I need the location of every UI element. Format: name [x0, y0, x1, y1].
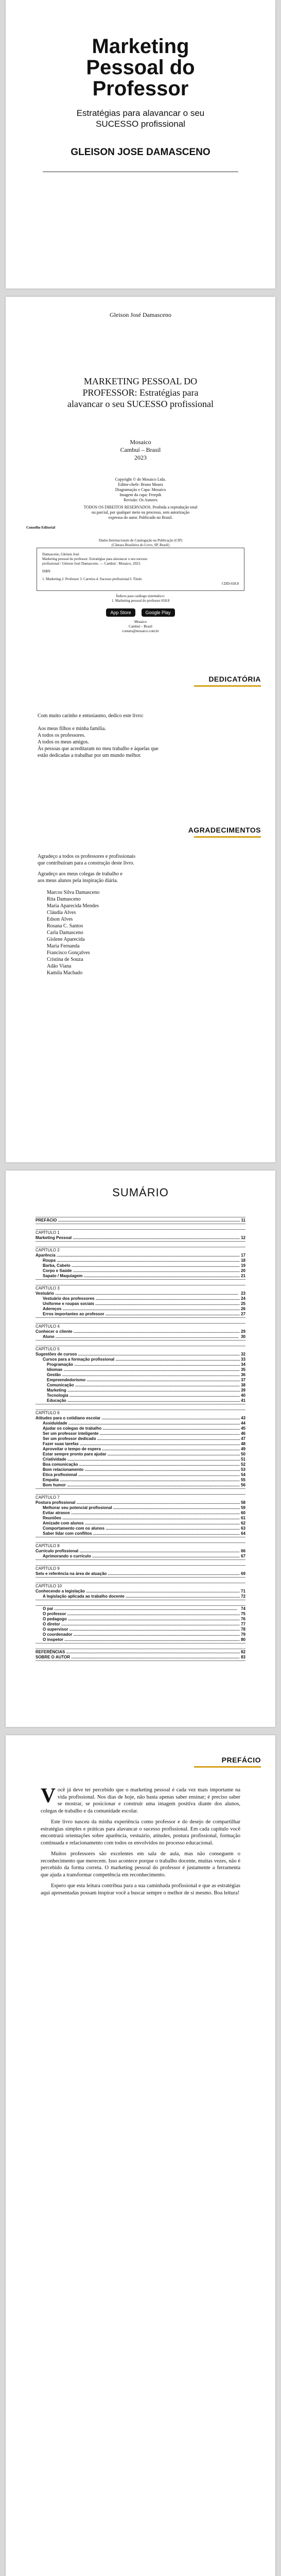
- toc-entry-title: Ser um professor dedicado .....: [43, 1436, 240, 1442]
- summary-page: [6, 1171, 275, 1727]
- toc-entry-page: 12: [241, 1235, 245, 1240]
- toc-entry[interactable]: [36, 1329, 245, 1334]
- credit-line: Imagem da capa: Freepik: [119, 493, 162, 497]
- toc-entry-title: Aparência .....: [36, 1253, 240, 1258]
- toc-entry[interactable]: [36, 1416, 245, 1421]
- toc-entry[interactable]: [36, 1218, 245, 1223]
- toc-entry-title: Tecnologia .....: [47, 1393, 240, 1398]
- toc-entry-page: 20: [241, 1268, 245, 1273]
- toc-entry-title: O inspetor .....: [43, 1637, 240, 1642]
- toc-entry-title: Aproveitar o tempo de espera .....: [43, 1447, 240, 1452]
- publisher-name: Mosaico: [130, 438, 151, 446]
- dedicatoria-line: estão dedicadas a trabalhar por um mundo melhor.: [38, 753, 142, 758]
- cip-header-line: Dados Internacionais de Catalogação na Publicação (CIP): [98, 538, 183, 543]
- toc-entry[interactable]: [36, 1511, 245, 1516]
- toc-entry-page: 83: [241, 1655, 245, 1659]
- toc-entry-page: 23: [241, 1291, 245, 1296]
- toc-entry-title: Gestão .....: [47, 1372, 240, 1378]
- toc-entry-page: 44: [241, 1421, 245, 1426]
- dedicatoria-text: [6, 713, 275, 759]
- toc-entry-page: 48: [241, 1442, 245, 1446]
- toc-entry-page: 77: [241, 1622, 245, 1626]
- toc-entry-title: O pai .....: [43, 1606, 240, 1612]
- publisher-city: Cambuí – Brasil: [120, 446, 161, 453]
- dedicatoria-line: A todos os meus amigos.: [38, 739, 89, 745]
- cover-subtitle-line: Estratégias para alavancar o seu: [76, 108, 205, 118]
- toc-entry-page: 50: [241, 1452, 245, 1456]
- publication-year: 2023: [134, 454, 147, 461]
- dedicatoria-line: Às pessoas que acreditaram no meu trabalho e àquelas que: [38, 746, 159, 752]
- cover-title-line: Pessoal do: [86, 56, 195, 79]
- toc-entry-title: Educação .....: [47, 1398, 240, 1403]
- toc-entry[interactable]: [36, 1549, 245, 1554]
- toc-entry[interactable]: [36, 1531, 245, 1536]
- toc-entry-page: 27: [241, 1312, 245, 1316]
- toc-entry[interactable]: [36, 1617, 245, 1622]
- cover-author: GLEISON JOSE DAMASCENO: [71, 147, 210, 158]
- toc-entry-page: 74: [241, 1606, 245, 1611]
- toc-entry-page: 82: [241, 1650, 245, 1654]
- cip-line: ISBN: [42, 569, 50, 573]
- cip-line: Marketing pessoal do professor: Estratégias para alavancar o seu sucesso: [42, 557, 148, 561]
- preface-paragraph: Espero que esta leitura contribua para a sua caminhada profissional e que as estratégias aqui apresentadas possam inspirar você a buscar sempre o melhor de si mesmo. Boa leitura!: [41, 1883, 240, 1896]
- toc-entry-page: 60: [241, 1511, 245, 1515]
- toc-entry[interactable]: [36, 1521, 245, 1526]
- toc-chapter-head: CAPÍTULO 8: [36, 1544, 60, 1548]
- toc-entry[interactable]: [36, 1362, 245, 1367]
- toc-entry-page: 79: [241, 1632, 245, 1637]
- name-item: Adão Viana: [47, 963, 72, 969]
- toc-entry-title: Fazer suas tarefas .....: [43, 1442, 240, 1447]
- preface-rule: [194, 1766, 261, 1768]
- toc-entry-page: 46: [241, 1431, 245, 1436]
- toc-entry-page: 19: [241, 1263, 245, 1268]
- toc-entry-title: O coordenador .....: [43, 1632, 240, 1637]
- rights-line: TODOS OS DIREITOS RESERVADOS. Proibida a reprodução total: [83, 505, 198, 510]
- toc-entry-page: 47: [241, 1436, 245, 1441]
- toc-entry-title: Sapato / Maquiagem .....: [43, 1274, 240, 1279]
- toc-entry-page: 67: [241, 1554, 245, 1558]
- toc-entry[interactable]: [36, 1268, 245, 1274]
- agradecimentos-header: [6, 826, 275, 838]
- toc-chapter-head: CAPÍTULO 4: [36, 1324, 60, 1329]
- name-item: Edson Alves: [47, 917, 73, 922]
- toc-entry-page: 29: [241, 1329, 245, 1334]
- dedicatoria-line: A todos os professores.: [38, 733, 85, 738]
- toc-entry-title: Saber lidar com conflitos .....: [43, 1531, 240, 1536]
- rights-line: ou parcial, por qualquer meio ou processo, sem autorização: [91, 510, 190, 515]
- toc-entry-page: 32: [241, 1352, 245, 1357]
- credit-line: Copyright © do Mosaico Ltda.: [115, 477, 166, 482]
- toc-entry[interactable]: [36, 1426, 245, 1431]
- toc-entry-page: 26: [241, 1307, 245, 1311]
- dedicatoria-header: [6, 675, 275, 687]
- name-item: Francisco Gonçalves: [47, 950, 90, 956]
- index-head: Índices para catálogo sistemático:: [116, 594, 165, 598]
- cover-subtitle-line: SUCESSO profissional: [96, 119, 185, 129]
- toc-entry-title: Ser um professor inteligente .....: [43, 1431, 240, 1436]
- toc-entry[interactable]: [36, 1312, 245, 1317]
- credit-line: Editor-chefe: Bruno Moura: [118, 482, 163, 487]
- toc-entry-title: Aprimorando o currículo .....: [43, 1554, 240, 1559]
- toc-entry[interactable]: [36, 1505, 245, 1511]
- toc-entry-title: SOBRE O AUTOR .....: [36, 1655, 240, 1660]
- toc-entry-page: 66: [241, 1549, 245, 1553]
- credits-block: [6, 477, 275, 520]
- toc-chapter-head: CAPÍTULO 1: [36, 1230, 60, 1235]
- dedicatoria-title: DEDICATÓRIA: [208, 675, 261, 683]
- toc-chapter-head: CAPÍTULO 3: [36, 1286, 60, 1291]
- cover-title-line: Professor: [92, 77, 189, 100]
- preface-paragraph-text: ocê já deve ter percebido que o marketing pessoal é cada vez mais importante na vida profissional. Nos dias de hoje, não basta apenas saber ensinar; é preciso saber se mostrar, se posicionar e construir uma imagem positiva diante dos alunos, colegas de trabalho e da comunidade escolar.: [41, 1787, 240, 1814]
- toc-entry-title: A legislação aplicada ao trabalho docente .....: [43, 1594, 240, 1599]
- toc-entry-title: Estar sempre pronto para ajudar .....: [43, 1452, 240, 1457]
- toc-entry-page: 80: [241, 1637, 245, 1642]
- toc-entry-title: Evitar atrasos .....: [43, 1511, 240, 1516]
- toc-section: [36, 1649, 245, 1661]
- toc-chapter: [36, 1323, 245, 1341]
- toc-entry-title: Amizade com alunos .....: [43, 1521, 240, 1526]
- toc-entry-page: 24: [241, 1296, 245, 1301]
- credit-line: Diagramação e Capa: Mosaico: [115, 487, 166, 492]
- toc-entry[interactable]: [36, 1258, 245, 1263]
- toc-entry-title: O pedagogo .....: [43, 1617, 240, 1622]
- toc-entry[interactable]: [36, 1383, 245, 1388]
- toc-entry-page: 53: [241, 1467, 245, 1472]
- author-small: Gleison José Damasceno: [110, 311, 171, 318]
- toc-entry-title: Atitudes para o cotidiano escolar .....: [36, 1416, 240, 1421]
- toc-entry-title: Vestuário dos professores .....: [43, 1296, 240, 1301]
- toc-chapter: [36, 1229, 245, 1242]
- toc-entry[interactable]: [36, 1500, 245, 1505]
- front-matter-page: [6, 297, 275, 1162]
- toc-entry-page: 75: [241, 1612, 245, 1616]
- index-block: [6, 594, 275, 603]
- toc-entry[interactable]: [36, 1457, 245, 1462]
- toc-entry-title: Aluno .....: [43, 1334, 240, 1340]
- toc-entry[interactable]: [36, 1357, 245, 1362]
- toc-entry[interactable]: [36, 1253, 245, 1258]
- toc-entry-title: Empatia .....: [43, 1478, 240, 1483]
- toc-entry-title: Comportamento com os alunos .....: [43, 1526, 240, 1531]
- toc-entry[interactable]: [36, 1622, 245, 1627]
- toc-entry-title: Corpo e Saúde .....: [43, 1268, 240, 1274]
- toc-entry-page: 30: [241, 1334, 245, 1339]
- toc-entry-page: 40: [241, 1393, 245, 1398]
- toc-entry[interactable]: [36, 1571, 245, 1577]
- toc-entry-page: 54: [241, 1472, 245, 1477]
- toc-chapter-head: CAPÍTULO 6: [36, 1411, 60, 1415]
- toc-entry[interactable]: [36, 1452, 245, 1457]
- toc-entry-title: Bom humor .....: [43, 1483, 240, 1488]
- toc-entry-page: 56: [241, 1483, 245, 1487]
- preface-title: PREFÁCIO: [221, 1756, 261, 1764]
- toc-entry[interactable]: [36, 1650, 245, 1655]
- cip-line: 1. Marketing 2. Professor 3. Carreira 4. Sucesso profissional I. Título: [42, 577, 142, 581]
- toc-entry-page: 39: [241, 1388, 245, 1393]
- toc-entry-page: 62: [241, 1521, 245, 1526]
- toc-entry[interactable]: [36, 1478, 245, 1483]
- cover-subtitle: [6, 108, 275, 129]
- toc-entry-title: Empreendedorismo .....: [47, 1378, 240, 1383]
- app-store-badge[interactable]: App Store: [106, 608, 135, 617]
- toc-entry-page: 78: [241, 1627, 245, 1632]
- name-item: Rosana C. Santos: [47, 923, 83, 929]
- toc-entry[interactable]: [36, 1594, 245, 1599]
- toc-entry[interactable]: [36, 1301, 245, 1307]
- toc-entry-page: 21: [241, 1274, 245, 1278]
- toc-entry-title: Uniforme e roupas sociais .....: [43, 1301, 240, 1307]
- names-list: [6, 889, 275, 976]
- contact-block: [6, 620, 275, 634]
- toc-entry-title: Selo e referência na área de atuação .....: [36, 1571, 240, 1577]
- toc-entry[interactable]: [36, 1291, 245, 1296]
- toc-entry[interactable]: [36, 1627, 245, 1632]
- toc-entry[interactable]: [36, 1447, 245, 1452]
- name-item: Maria Aparecida Mendes: [47, 903, 99, 909]
- toc-entry[interactable]: [36, 1431, 245, 1436]
- toc-chapter: [36, 1605, 245, 1643]
- google-play-badge[interactable]: Google Play: [142, 608, 175, 617]
- toc-entry[interactable]: [36, 1526, 245, 1531]
- toc-entry-title: Erros importantes ao professor .....: [43, 1312, 240, 1317]
- agradecimentos-line: Agradeço aos meus colegas de trabalho e: [38, 871, 122, 877]
- toc-entry-page: 11: [241, 1218, 245, 1223]
- toc-entry[interactable]: [36, 1367, 245, 1372]
- table-of-contents: [36, 1212, 245, 1661]
- toc-entry-page: 45: [241, 1426, 245, 1431]
- toc-entry-page: 69: [241, 1571, 245, 1576]
- cip-line: Damasceno, Gleison José: [42, 552, 79, 556]
- toc-entry[interactable]: [36, 1421, 245, 1426]
- rights-line: expressa do autor. Publicado no Brasil.: [108, 515, 173, 520]
- toc-entry[interactable]: [36, 1372, 245, 1378]
- name-item: Cláudia Alves: [47, 910, 76, 916]
- conselho-block: [6, 526, 275, 530]
- cip-line: CDD-658.8: [222, 582, 239, 586]
- toc-entry-title: Postura profissional .....: [36, 1500, 240, 1505]
- toc-entry-page: 49: [241, 1447, 245, 1451]
- toc-entry[interactable]: [36, 1483, 245, 1488]
- toc-chapter-head: CAPÍTULO 10: [36, 1584, 62, 1588]
- toc-entry-title: Conhecendo a legislação .....: [36, 1589, 240, 1594]
- toc-entry[interactable]: [36, 1606, 245, 1612]
- toc-entry-title: Assiduidade .....: [43, 1421, 240, 1426]
- toc-chapter-head: CAPÍTULO 7: [36, 1495, 60, 1500]
- preface-dropcap: V: [41, 1784, 56, 1807]
- toc-entry-title: O supervisor .....: [43, 1627, 240, 1632]
- toc-entry-page: 55: [241, 1478, 245, 1482]
- cover-title-line: Marketing: [92, 35, 189, 58]
- toc-entry-title: Ética profissional .....: [43, 1472, 240, 1478]
- toc-entry-title: Barba, Cabelo .....: [43, 1263, 240, 1268]
- toc-chapter: [36, 1410, 245, 1489]
- toc-entry-page: 72: [241, 1594, 245, 1599]
- index-line: 1. Marketing pessoal do professor 658.8: [111, 599, 170, 603]
- toc-entry[interactable]: [36, 1467, 245, 1472]
- toc-entry-page: 71: [241, 1589, 245, 1594]
- toc-entry[interactable]: [36, 1388, 245, 1393]
- toc-entry[interactable]: [36, 1307, 245, 1312]
- dedicatoria-line: Com muito carinho e entusiasmo, dedico este livro:: [38, 713, 144, 719]
- toc-entry[interactable]: [36, 1393, 245, 1398]
- toc-entry-title: Adereços .....: [43, 1307, 240, 1312]
- toc-section: [36, 1217, 245, 1224]
- catalog-box: [37, 548, 244, 591]
- toc-entry[interactable]: [36, 1462, 245, 1467]
- cip-line: profissional / Gleison José Damasceno. — Cambuí : Mosaico, 2023.: [42, 562, 141, 566]
- toc-entry-page: 64: [241, 1531, 245, 1536]
- contact-line: contato@mosaico.com.br: [122, 629, 159, 633]
- toc-entry-title: Cursos para a formação profissional .....: [43, 1357, 240, 1362]
- cover-title: [6, 36, 275, 99]
- toc-entry-title: Boa comunicação .....: [43, 1462, 240, 1467]
- store-badges: [6, 607, 275, 617]
- toc-entry-page: 41: [241, 1398, 245, 1403]
- toc-entry[interactable]: [36, 1637, 245, 1642]
- toc-chapter: [36, 1285, 245, 1318]
- name-item: Maria Fernanda: [47, 943, 80, 949]
- toc-entry-page: 59: [241, 1505, 245, 1510]
- toc-entry-page: 63: [241, 1526, 245, 1531]
- dedicatoria-line: Aos meus filhos e minha família.: [38, 726, 106, 732]
- conselho-head: Conselho Editorial: [26, 526, 56, 530]
- toc-entry[interactable]: [36, 1554, 245, 1559]
- toc-entry-page: 38: [241, 1383, 245, 1387]
- name-item: Gislene Aparecida: [47, 937, 85, 942]
- toc-entry-page: 36: [241, 1372, 245, 1377]
- cover-page: [6, 0, 275, 289]
- toc-entry-title: Comunicação .....: [47, 1383, 240, 1388]
- toc-entry-page: 17: [241, 1253, 245, 1258]
- toc-entry[interactable]: [36, 1296, 245, 1301]
- name-item: Kamila Machado: [47, 970, 83, 976]
- toc-entry-title: Currículo profissional .....: [36, 1549, 240, 1554]
- toc-entry-page: 33: [241, 1357, 245, 1362]
- toc-entry-title: Vestuário .....: [36, 1291, 240, 1296]
- toc-entry-title: Marketing .....: [47, 1388, 240, 1393]
- toc-chapter-head: CAPÍTULO 5: [36, 1347, 60, 1351]
- contact-line: Mosaico: [134, 620, 147, 624]
- toc-entry[interactable]: [36, 1589, 245, 1594]
- agradecimentos-line: Agradeço a todos os professores e profissionais: [38, 854, 135, 859]
- toc-entry-page: 43: [241, 1416, 245, 1420]
- preface-page: [6, 1735, 275, 2576]
- summary-title: SUMÁRIO: [112, 1186, 169, 1199]
- publisher-block: [6, 438, 275, 462]
- toc-chapter: [36, 1565, 245, 1578]
- toc-entry-title: Roupa .....: [43, 1258, 240, 1263]
- toc-chapter: [36, 1543, 245, 1560]
- toc-entry-title: REFERÊNCIAS .....: [36, 1650, 240, 1655]
- toc-entry-page: 18: [241, 1258, 245, 1263]
- credit-line: Revisão: Os Autores: [124, 498, 157, 502]
- toc-entry-title: Sugestões de cursos .....: [36, 1352, 240, 1357]
- toc-entry-title: Idiomas .....: [47, 1367, 240, 1372]
- name-item: Marcos Silva Damasceno: [47, 890, 100, 895]
- toc-entry[interactable]: [36, 1334, 245, 1340]
- toc-entry-title: PREFÁCIO .....: [36, 1218, 240, 1223]
- toc-entry-title: Bom relacionamento .....: [43, 1467, 240, 1472]
- toc-entry-title: Reuniões .....: [43, 1516, 240, 1521]
- toc-chapter-head: CAPÍTULO 9: [36, 1566, 60, 1571]
- toc-entry-title: Conhecer o cliente .....: [36, 1329, 240, 1334]
- toc-entry[interactable]: [36, 1436, 245, 1442]
- toc-entry-title: Marketing Pessoal .....: [36, 1235, 240, 1241]
- contact-line: Cambuí – Brasil: [129, 624, 152, 629]
- toc-entry-page: 76: [241, 1617, 245, 1621]
- toc-entry[interactable]: [36, 1655, 245, 1660]
- toc-entry[interactable]: [36, 1516, 245, 1521]
- toc-entry-page: 51: [241, 1457, 245, 1462]
- cip-header-line: (Câmara Brasileira do Livro, SP, Brasil): [111, 543, 170, 547]
- name-item: Rita Damasceno: [47, 896, 81, 902]
- toc-entry[interactable]: [36, 1352, 245, 1357]
- inner-title: [6, 376, 275, 410]
- toc-chapter: [36, 1346, 245, 1404]
- preface-paragraph: [41, 1784, 240, 1815]
- toc-entry[interactable]: [36, 1274, 245, 1279]
- toc-entry-title: Programação .....: [47, 1362, 240, 1367]
- toc-entry-page: 25: [241, 1301, 245, 1306]
- inner-title-line: PROFESSOR: Estratégias para: [82, 387, 199, 398]
- preface-header: [6, 1756, 275, 1768]
- toc-entry-page: 37: [241, 1378, 245, 1382]
- toc-entry-title: O diretor .....: [43, 1622, 240, 1627]
- cip-header: [6, 538, 275, 548]
- toc-entry-page: 58: [241, 1500, 245, 1505]
- agradecimentos-line: que contribuíram para a construção deste livro.: [38, 860, 134, 866]
- toc-entry[interactable]: [36, 1398, 245, 1403]
- toc-entry-title: Melhorar seu potencial profissional .....: [43, 1505, 240, 1511]
- toc-entry-page: 52: [241, 1462, 245, 1467]
- toc-entry-title: Ajudar os colegas de trabalho .....: [43, 1426, 240, 1431]
- toc-chapter: [36, 1583, 245, 1600]
- name-item: Carla Damasceno: [47, 930, 83, 936]
- toc-entry[interactable]: [36, 1632, 245, 1637]
- inner-title-line: MARKETING PESSOAL DO: [83, 376, 198, 386]
- toc-entry-page: 61: [241, 1516, 245, 1520]
- toc-entry[interactable]: [36, 1612, 245, 1617]
- toc-chapter-head: CAPÍTULO 2: [36, 1248, 60, 1252]
- toc-entry-title: Criatividade .....: [43, 1457, 240, 1462]
- toc-entry-title: O professor .....: [43, 1612, 240, 1617]
- agradecimentos-text: [6, 853, 275, 884]
- toc-entry-page: 35: [241, 1367, 245, 1372]
- toc-entry[interactable]: [36, 1442, 245, 1447]
- toc-entry[interactable]: [36, 1263, 245, 1268]
- toc-chapter: [36, 1494, 245, 1537]
- preface-paragraph: Muitos professores são excelentes em sala de aula, mas não conseguem o reconhecimento que merecem. Isso acontece porque o trabalho docente, muitas vezes, não é percebido da forma correta. O marketing pessoal do professor é justamente a ferramenta que ajuda a transformar competência em reconhecimento.: [41, 1851, 240, 1878]
- preface-text: [41, 1784, 240, 1901]
- inner-title-line: alavancar o seu SUCESSO profissional: [67, 399, 214, 409]
- preface-paragraph: Este livro nasceu da minha experiência como professor e do desejo de compartilhar estratégias simples e práticas para alavancar o sucesso profissional. Em cada capítulo você encontrará orientações sobre aparência, vestuário, atitudes, postura profissional, formação continuada e relacionamento com todos os envolvidos no processo educacional.: [41, 1819, 240, 1846]
- toc-chapter: [36, 1247, 245, 1280]
- toc-entry[interactable]: [36, 1235, 245, 1241]
- agradecimentos-title: AGRADECIMENTOS: [188, 826, 261, 834]
- toc-entry[interactable]: [36, 1472, 245, 1478]
- toc-entry-page: 34: [241, 1362, 245, 1367]
- agradecimentos-line: aos meus alunos pela inspiração diária.: [38, 878, 118, 884]
- name-item: Cristina de Souza: [47, 957, 83, 962]
- toc-entry[interactable]: [36, 1378, 245, 1383]
